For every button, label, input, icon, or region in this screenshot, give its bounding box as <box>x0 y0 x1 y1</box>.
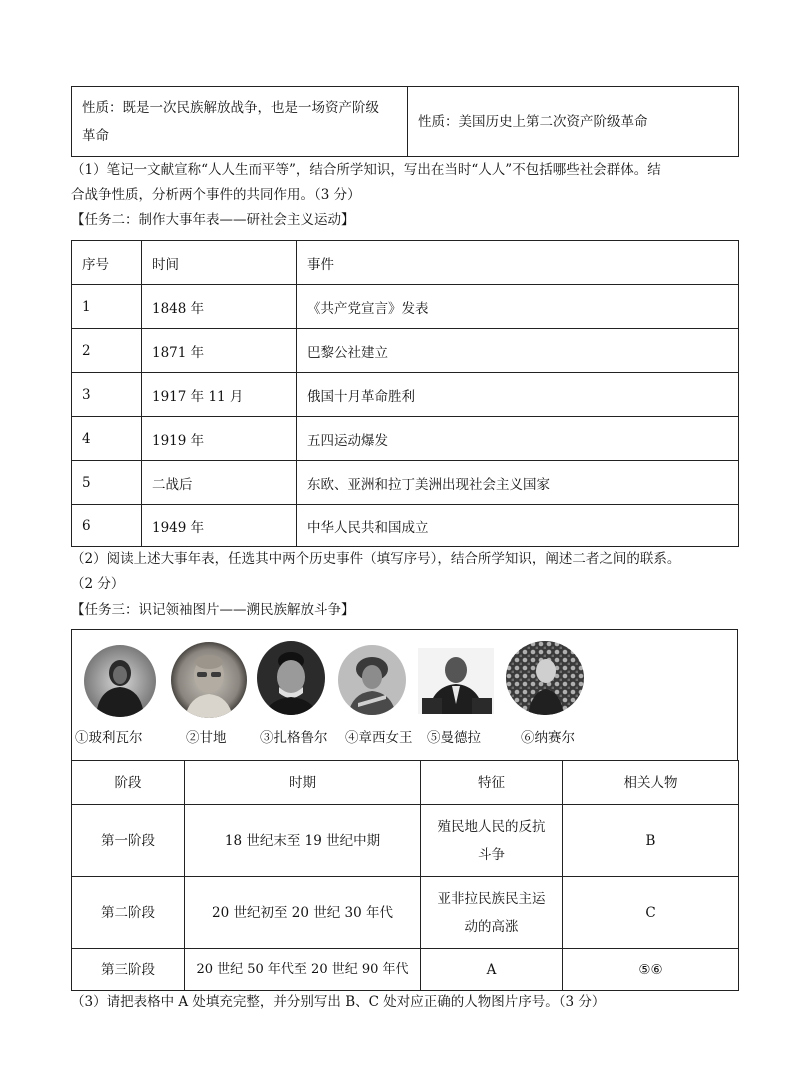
timeline-event: 东欧、亚洲和拉丁美洲出现社会主义国家 <box>297 461 739 505</box>
table-row <box>72 505 739 547</box>
table-row <box>72 373 739 417</box>
stage-feature <box>421 877 563 949</box>
portrait-rani-of-jhansi-image <box>338 645 406 715</box>
portrait-zaghlul-image <box>257 641 325 715</box>
table-row <box>72 285 739 329</box>
timeline-header-row <box>72 241 739 285</box>
table-row <box>72 805 739 877</box>
portrait-nasser-image <box>506 641 584 715</box>
stage-name: 第三阶段 <box>72 949 185 991</box>
task2-title: 【任务二：制作大事年表——研社会主义运动】 <box>71 212 355 228</box>
stages-header-period: 时期 <box>185 761 421 805</box>
question1-line2: 合战争性质，分析两个事件的共同作用。（3 分） <box>71 187 361 203</box>
portrait-mandela-image <box>418 648 494 714</box>
nature-cell-left <box>72 87 408 157</box>
timeline-event: 五四运动爆发 <box>297 417 739 461</box>
stages-header-person: 相关人物 <box>563 761 739 805</box>
stage-feature-line2: 斗争 <box>478 846 505 863</box>
timeline-table <box>71 240 739 547</box>
stage-feature-line1: 亚非拉民族民主运 <box>437 890 546 907</box>
table-row <box>72 461 739 505</box>
nature-table <box>71 86 739 157</box>
stage-person: C <box>563 877 739 949</box>
stages-header-feature: 特征 <box>421 761 563 805</box>
nature-left-line1: 性质：既是一次民族解放战争，也是一场资产阶级 <box>82 99 379 116</box>
timeline-event: 《共产党宣言》发表 <box>297 285 739 329</box>
stages-header-row <box>72 761 739 805</box>
timeline-no: 5 <box>72 461 142 505</box>
liberation-stages-table <box>71 760 739 991</box>
timeline-no: 1 <box>72 285 142 329</box>
timeline-no: 2 <box>72 329 142 373</box>
timeline-time: 1848 年 <box>142 285 297 329</box>
portrait-label-rani: ④章西女王 <box>345 730 413 746</box>
question2-line2: （2 分） <box>71 576 125 592</box>
portrait-label-nasser: ⑥纳赛尔 <box>521 730 575 746</box>
timeline-event: 巴黎公社建立 <box>297 329 739 373</box>
stage-person: B <box>563 805 739 877</box>
task3-title: 【任务三：识记领袖图片——溯民族解放斗争】 <box>71 602 355 618</box>
timeline-time: 1949 年 <box>142 505 297 547</box>
timeline-time: 1919 年 <box>142 417 297 461</box>
timeline-no: 3 <box>72 373 142 417</box>
stage-feature-line2: 动的高涨 <box>464 918 519 935</box>
timeline-time: 1871 年 <box>142 329 297 373</box>
stage-feature <box>421 805 563 877</box>
timeline-time: 二战后 <box>142 461 297 505</box>
portrait-label-bolivar: ①玻利瓦尔 <box>75 730 143 746</box>
timeline-header-no: 序号 <box>72 241 142 285</box>
stage-period: 20 世纪 50 年代至 20 世纪 90 年代 <box>185 949 421 991</box>
stage-period: 18 世纪末至 19 世纪中期 <box>185 805 421 877</box>
stage-person: ⑤⑥ <box>563 949 739 991</box>
table-row <box>72 417 739 461</box>
table-row <box>72 949 739 991</box>
table-row <box>72 877 739 949</box>
timeline-event: 俄国十月革命胜利 <box>297 373 739 417</box>
nature-left-line2: 革命 <box>82 127 109 144</box>
timeline-time: 1917 年 11 月 <box>142 373 297 417</box>
question3-line1: （3）请把表格中 A 处填充完整，并分别写出 B、C 处对应正确的人物图片序号。（3 分） <box>71 994 606 1010</box>
portrait-label-gandhi: ②甘地 <box>186 730 227 746</box>
timeline-header-time: 时间 <box>142 241 297 285</box>
timeline-event: 中华人民共和国成立 <box>297 505 739 547</box>
timeline-header-event: 事件 <box>297 241 739 285</box>
table-row <box>72 329 739 373</box>
timeline-no: 4 <box>72 417 142 461</box>
stage-name: 第一阶段 <box>72 805 185 877</box>
stage-feature-line1: 殖民地人民的反抗 <box>437 818 546 835</box>
portrait-gandhi-image <box>171 642 247 718</box>
stage-period: 20 世纪初至 20 世纪 30 年代 <box>185 877 421 949</box>
nature-cell-right: 性质：美国历史上第二次资产阶级革命 <box>408 87 739 157</box>
stages-header-stage: 阶段 <box>72 761 185 805</box>
stage-name: 第二阶段 <box>72 877 185 949</box>
question2-line1: （2）阅读上述大事年表，任选其中两个历史事件（填写序号），结合所学知识，阐述二者之间的联系。 <box>71 551 681 567</box>
portrait-label-mandela: ⑤曼德拉 <box>427 730 481 746</box>
question1-line1: （1）笔记一文献宣称“人人生而平等”，结合所学知识，写出在当时“人人”不包括哪些社会群体。结 <box>71 162 661 178</box>
timeline-no: 6 <box>72 505 142 547</box>
portrait-bolivar-image <box>84 645 156 717</box>
portrait-label-zaghlul: ③扎格鲁尔 <box>260 730 328 746</box>
stage-feature: A <box>421 949 563 991</box>
